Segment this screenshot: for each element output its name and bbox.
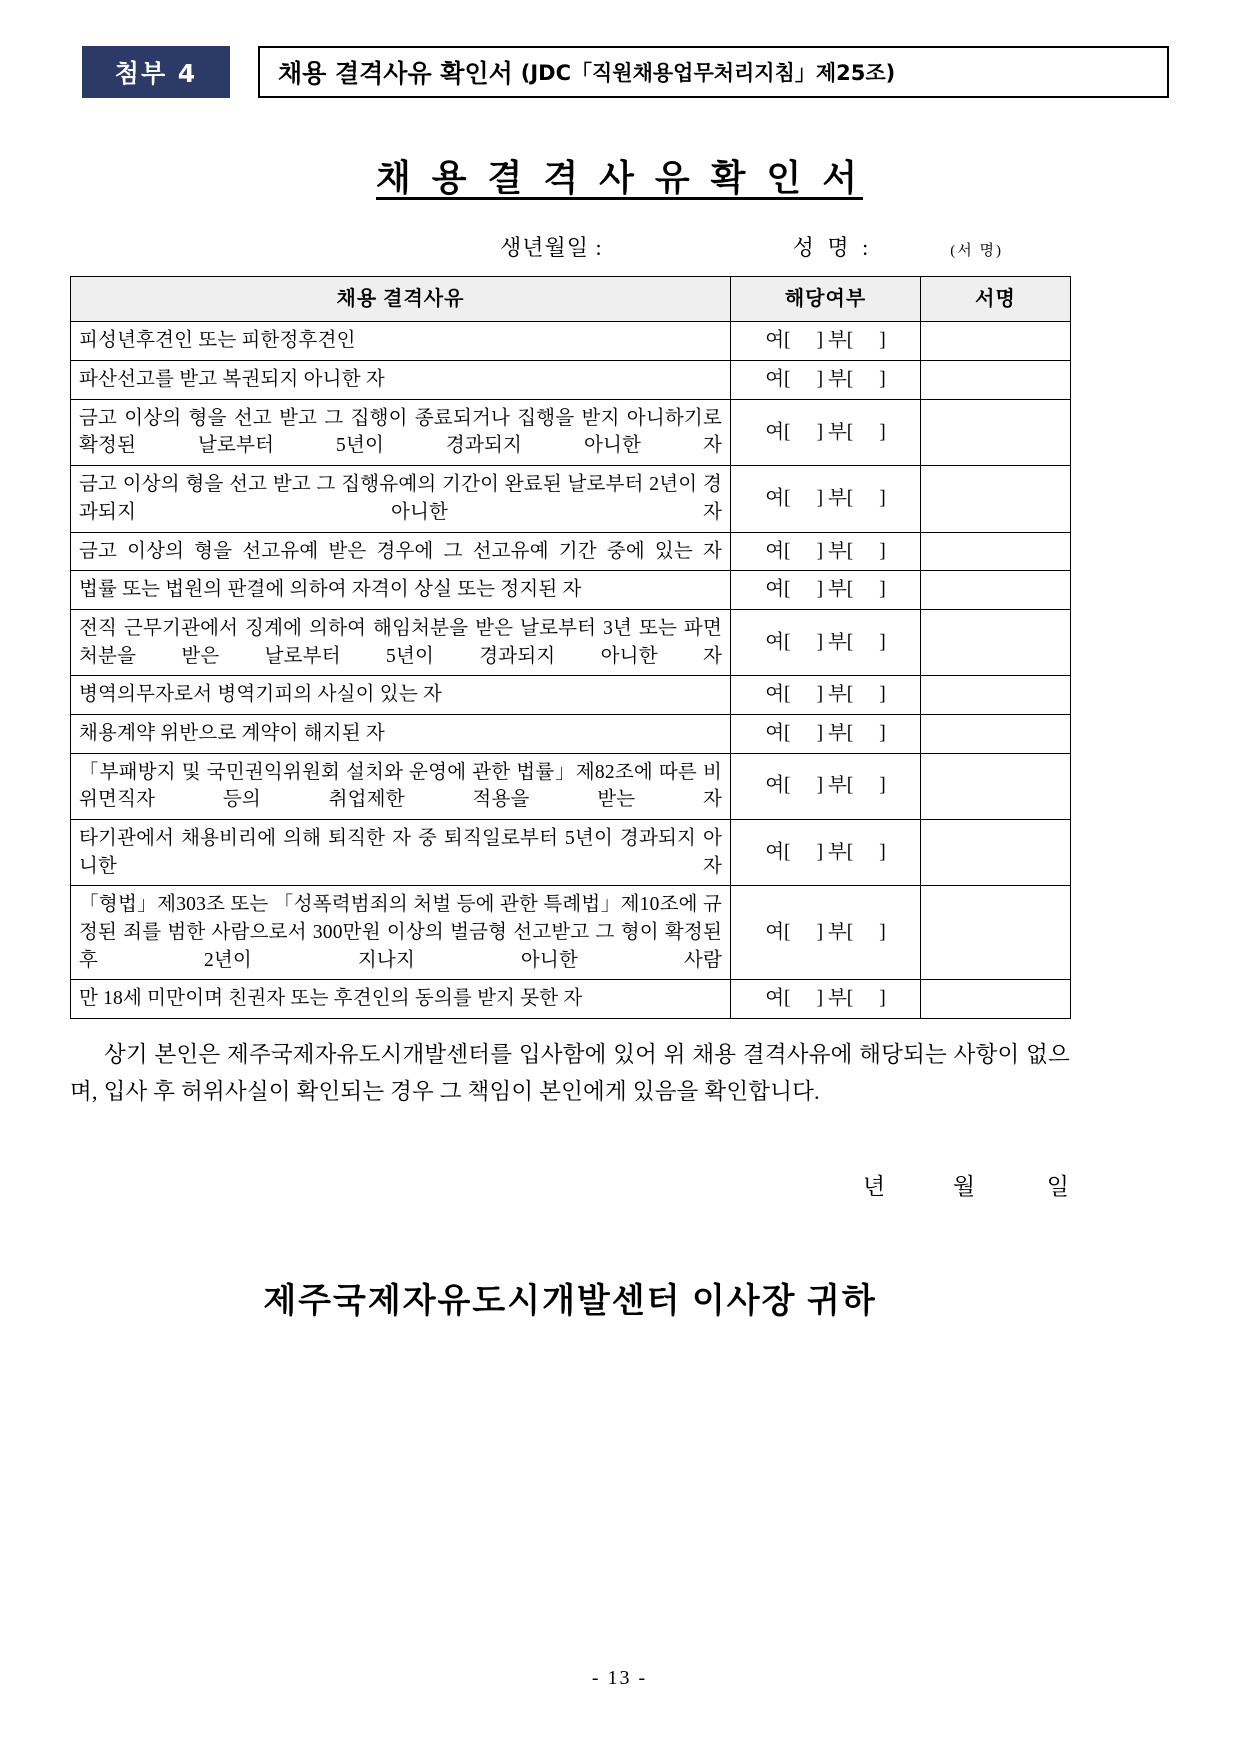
no-checkbox[interactable]: 부[ ] [827, 841, 886, 863]
no-checkbox[interactable]: 부[ ] [827, 922, 886, 944]
year-label: 년 [862, 1174, 887, 1200]
reason-cell: 금고 이상의 형을 선고 받고 그 집행이 종료되거나 집행을 받지 아니하기로 확정된 날로부터 5년이 경과되지 아니한 자 [71, 399, 731, 465]
reason-cell: 금고 이상의 형을 선고 받고 그 집행유예의 기간이 완료된 날로부터 2년이 경과되지 아니한 자 [71, 466, 731, 532]
identity-line [70, 231, 1169, 262]
yes-checkbox[interactable]: 여[ ] [765, 421, 824, 443]
reason-cell: 법률 또는 법원의 판결에 의하여 자격이 상실 또는 정지된 자 [71, 571, 731, 610]
signature-cell[interactable] [921, 676, 1071, 715]
reason-cell: 병역의무자로서 병역기피의 사실이 있는 자 [71, 676, 731, 715]
applicable-cell[interactable] [731, 714, 921, 753]
table-row [71, 466, 1071, 532]
yes-checkbox[interactable]: 여[ ] [765, 684, 824, 706]
no-checkbox[interactable]: 부[ ] [827, 540, 886, 562]
no-checkbox[interactable]: 부[ ] [827, 330, 886, 352]
signature-cell[interactable] [921, 361, 1071, 400]
applicable-cell[interactable] [731, 399, 921, 465]
reason-cell: 「형법」제303조 또는 「성폭력범죄의 처벌 등에 관한 특례법」제10조에 규정된 죄를 범한 사람으로서 300만원 이상의 벌금형 선고받고 그 형이 확정된 후 2년이 지나지 아니한 사람 [71, 886, 731, 980]
attachment-header [82, 46, 1169, 98]
yes-checkbox[interactable]: 여[ ] [765, 722, 824, 744]
yes-checkbox[interactable]: 여[ ] [765, 540, 824, 562]
reason-cell: 만 18세 미만이며 친권자 또는 후견인의 동의를 받지 못한 자 [71, 980, 731, 1019]
no-checkbox[interactable]: 부[ ] [827, 631, 886, 653]
declaration-body: 상기 본인은 제주국제자유도시개발센터를 입사함에 있어 위 채용 결격사유에 해당되는 사항이 없으며, 입사 후 허위사실이 확인되는 경우 그 책임이 본인에게 있음을 확인합니다. [70, 1042, 1070, 1104]
applicable-cell[interactable] [731, 676, 921, 715]
attachment-number-tag: 첨부 4 [82, 46, 230, 98]
reason-cell: 피성년후견인 또는 피한정후견인 [71, 322, 731, 361]
no-checkbox[interactable]: 부[ ] [827, 775, 886, 797]
declaration-text [70, 1037, 1070, 1110]
reason-cell: 타기관에서 채용비리에 의해 퇴직한 자 중 퇴직일로부터 5년이 경과되지 아니한 자 [71, 820, 731, 886]
reason-cell: 금고 이상의 형을 선고유예 받은 경우에 그 선고유예 기간 중에 있는 자 [71, 532, 731, 571]
applicable-cell[interactable] [731, 532, 921, 571]
reason-cell: 파산선고를 받고 복권되지 아니한 자 [71, 361, 731, 400]
no-checkbox[interactable]: 부[ ] [827, 988, 886, 1010]
applicable-cell[interactable] [731, 609, 921, 675]
table-row [71, 532, 1071, 571]
yes-checkbox[interactable]: 여[ ] [765, 922, 824, 944]
applicable-cell[interactable] [731, 466, 921, 532]
yes-checkbox[interactable]: 여[ ] [765, 841, 824, 863]
signature-cell[interactable] [921, 886, 1071, 980]
table-row [71, 820, 1071, 886]
applicable-cell[interactable] [731, 322, 921, 361]
reason-cell: 전직 근무기관에서 징계에 의하여 해임처분을 받은 날로부터 3년 또는 파면처분을 받은 날로부터 5년이 경과되지 아니한 자 [71, 609, 731, 675]
table-row [71, 886, 1071, 980]
page-title: 채 용 결 격 사 유 확 인 서 [376, 158, 863, 198]
reason-cell: 「부패방지 및 국민권익위원회 설치와 운영에 관한 법률」제82조에 따른 비위면직자 등의 취업제한 적용을 받는 자 [71, 753, 731, 819]
attachment-title-sub: (JDC「직원채용업무처리지침」제25조) [520, 61, 896, 85]
name-label: 성 명 : [792, 235, 873, 260]
yes-checkbox[interactable]: 여[ ] [765, 988, 824, 1010]
recipient-line: 제주국제자유도시개발센터 이사장 귀하 [263, 1283, 877, 1321]
column-header-reason: 채용 결격사유 [71, 277, 731, 322]
yes-checkbox[interactable]: 여[ ] [765, 631, 824, 653]
date-line [70, 1168, 1088, 1201]
table-row [71, 753, 1071, 819]
signature-cell[interactable] [921, 571, 1071, 610]
day-label: 일 [1046, 1174, 1070, 1200]
yes-checkbox[interactable]: 여[ ] [765, 775, 824, 797]
month-label: 월 [952, 1174, 977, 1200]
table-row [71, 322, 1071, 361]
signature-cell[interactable] [921, 714, 1071, 753]
disqualification-table [70, 276, 1071, 1019]
yes-checkbox[interactable]: 여[ ] [765, 330, 824, 352]
signature-cell[interactable] [921, 820, 1071, 886]
yes-checkbox[interactable]: 여[ ] [765, 487, 824, 509]
table-row [71, 609, 1071, 675]
applicable-cell[interactable] [731, 980, 921, 1019]
reason-cell: 채용계약 위반으로 계약이 해지된 자 [71, 714, 731, 753]
table-row [71, 676, 1071, 715]
yes-checkbox[interactable]: 여[ ] [765, 579, 824, 601]
attachment-title: 채용 결격사유 확인서 [278, 59, 513, 88]
signature-cell[interactable] [921, 399, 1071, 465]
signature-cell[interactable] [921, 753, 1071, 819]
no-checkbox[interactable]: 부[ ] [827, 369, 886, 391]
table-row [71, 714, 1071, 753]
table-header-row [71, 277, 1071, 322]
signature-note: (서 명) [950, 243, 1003, 259]
table-row [71, 571, 1071, 610]
table-row [71, 399, 1071, 465]
no-checkbox[interactable]: 부[ ] [827, 722, 886, 744]
no-checkbox[interactable]: 부[ ] [827, 421, 886, 443]
signature-cell[interactable] [921, 466, 1071, 532]
table-row [71, 980, 1071, 1019]
applicable-cell[interactable] [731, 361, 921, 400]
applicable-cell[interactable] [731, 820, 921, 886]
no-checkbox[interactable]: 부[ ] [827, 684, 886, 706]
no-checkbox[interactable]: 부[ ] [827, 487, 886, 509]
attachment-title-box [258, 46, 1169, 98]
signature-cell[interactable] [921, 980, 1071, 1019]
column-header-signature: 서명 [921, 277, 1071, 322]
applicable-cell[interactable] [731, 753, 921, 819]
signature-cell[interactable] [921, 609, 1071, 675]
signature-cell[interactable] [921, 322, 1071, 361]
birthdate-label: 생년월일 : [500, 235, 603, 260]
applicable-cell[interactable] [731, 571, 921, 610]
column-header-applicable: 해당여부 [731, 277, 921, 322]
no-checkbox[interactable]: 부[ ] [827, 579, 886, 601]
applicable-cell[interactable] [731, 886, 921, 980]
signature-cell[interactable] [921, 532, 1071, 571]
yes-checkbox[interactable]: 여[ ] [765, 369, 824, 391]
table-row [71, 361, 1071, 400]
page-number: - 13 - [591, 1667, 648, 1689]
